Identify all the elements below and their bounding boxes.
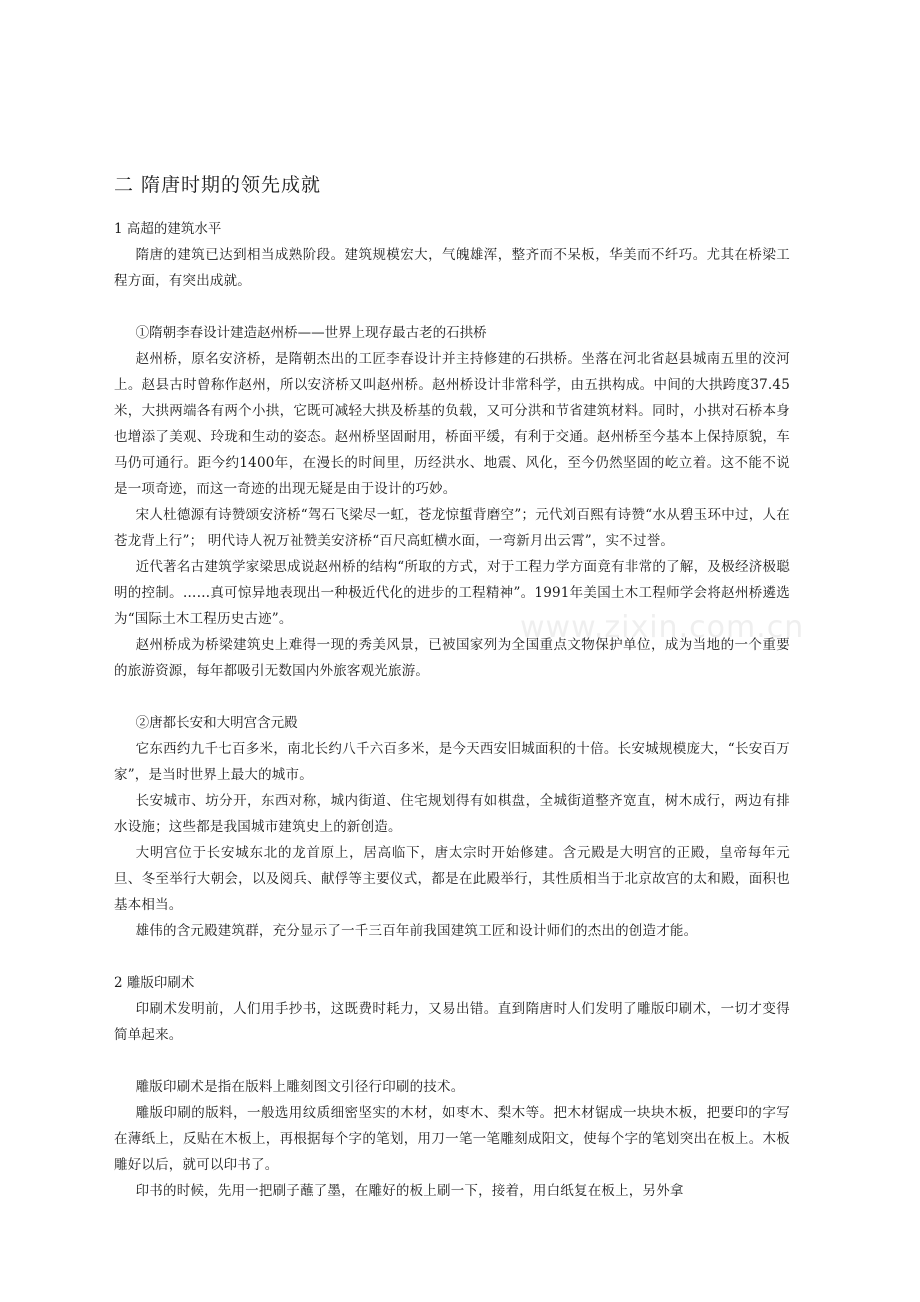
spacer: [114, 944, 790, 970]
zhaozhou-bridge-title: ①隋朝李春设计建造赵州桥——世界上现存最古老的石拱桥: [135, 325, 487, 341]
section-2-title: 2 雕版印刷术: [114, 975, 195, 991]
zhaozhou-paragraph-4: 赵州桥成为桥梁建筑史上难得一现的秀美风景，已被国家列为全国重点文物保护单位，成为当地的一个重要的旅游资源，每年都吸引无数国内外旅客观光旅游。: [114, 637, 790, 679]
changan-paragraph-3: 大明宫位于长安城东北的龙首原上，居高临下，唐太宗时开始修建。含元殿是大明宫的正殿，皇帝每年元旦、冬至举行大朝会，以及阅兵、献俘等主要仪式，都是在此殿举行，其性质相当于北京故宫的太和殿，面积也基本相当。: [114, 845, 790, 913]
printing-paragraph-1: 雕版印刷术是指在版料上雕刻图文引径行印刷的技术。: [135, 1079, 465, 1095]
section-1-intro: 隋唐的建筑已达到相当成熟阶段。建筑规模宏大，气魄雄浑，整齐而不呆板，华美而不纤巧。尤其在桥梁工程方面，有突出成就。: [114, 247, 790, 289]
zhaozhou-paragraph-1: 赵州桥，原名安济桥，是隋朝杰出的工匠李春设计并主持修建的石拱桥。坐落在河北省赵县城南五里的洨河上。赵县古时曾称作赵州，所以安济桥又叫赵州桥。赵州桥设计非常科学，由五拱构成。中间的大拱跨度37.45米，大拱两端各有两个小拱，它既可减轻大拱及桥基的负载，又可分洪和节省建筑材料。同时，小拱对石桥本身也增添了美观、玲珑和生动的姿态。赵州桥坚固耐用，桥面平缓，有利于交通。赵州桥至今基本上保持原貌，车马仍可通行。距今约1400年，在漫长的时间里，历经洪水、地震、风化，至今仍然坚固的屹立着。这不能不说是一项奇迹，而这一奇迹的出现无疑是由于设计的巧妙。: [114, 351, 790, 497]
section-2-intro: 印刷术发明前，人们用手抄书，这既费时耗力，又易出错。直到隋唐时人们发明了雕版印刷术，一切才变得简单起来。: [114, 1001, 790, 1043]
zhaozhou-paragraph-2: 宋人杜德源有诗赞颂安济桥“驾石飞梁尽一虹，苍龙惊蜇背磨空”；元代刘百熙有诗赞“水从碧玉环中过，人在苍龙背上行”； 明代诗人祝万祉赞美安济桥“百尺高虹横水面，一弯新月出云霄”，实不过誉。: [114, 507, 790, 549]
printing-paragraph-3: 印书的时候，先用一把刷子蘸了墨，在雕好的板上刷一下，接着，用白纸复在板上，另外拿: [135, 1183, 684, 1199]
zhaozhou-paragraph-3: 近代著名古建筑学家梁思成说赵州桥的结构“所取的方式，对于工程力学方面竟有非常的了解，及极经济极聪明的控制。……真可惊异地表现出一种极近代化的进步的工程精神”。1991年美国土木工程师学会将赵州桥遴选为“国际土木工程历史古迹”。: [114, 559, 790, 627]
changan-paragraph-1: 它东西约九千七百多米，南北长约八千六百多米，是今天西安旧城面积的十倍。长安城规模庞大，“长安百万家”，是当时世界上最大的城市。: [114, 741, 790, 783]
spacer: [114, 1048, 790, 1074]
spacer: [114, 294, 790, 320]
changan-paragraph-2: 长安城市、坊分开，东西对称，城内街道、住宅规划得有如棋盘，全城街道整齐宽直，树木成行，两边有排水设施；这些都是我国城市建筑史上的新创造。: [114, 793, 790, 835]
watermark: www.zixin.com.cn: [520, 610, 805, 645]
document-page: [114, 168, 790, 1204]
spacer: [114, 684, 790, 710]
section-1-title: 1 高超的建筑水平: [114, 221, 222, 237]
document-content: [114, 168, 790, 1204]
chapter-heading: 二 隋唐时期的领先成就: [114, 174, 322, 196]
changan-title: ②唐都长安和大明宫含元殿: [135, 715, 298, 731]
printing-paragraph-2: 雕版印刷的版料，一般选用纹质细密坚实的木材，如枣木、梨木等。把木材锯成一块块木板，把要印的字写在薄纸上，反贴在木板上，再根据每个字的笔划，用刀一笔一笔雕刻成阳文，使每个字的笔划突出在板上。木板雕好以后，就可以印书了。: [114, 1105, 790, 1173]
changan-paragraph-4: 雄伟的含元殿建筑群，充分显示了一千三百年前我国建筑工匠和设计师们的杰出的创造才能。: [135, 923, 698, 939]
